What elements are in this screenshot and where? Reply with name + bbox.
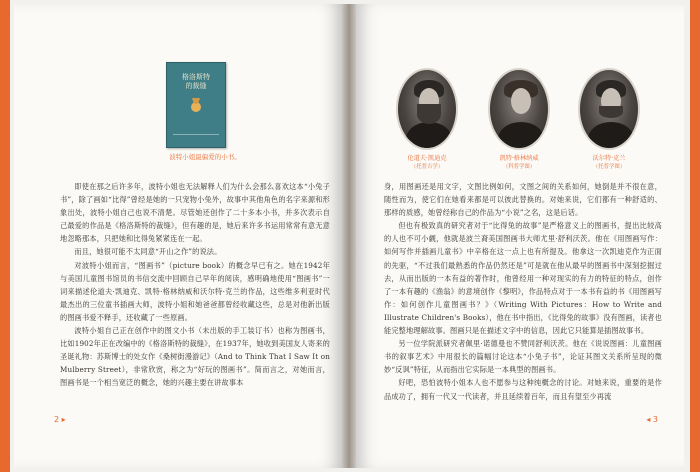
man-portrait-icon (578, 68, 640, 150)
portrait-caption: 沃尔特·克兰 （托普学图） (592, 155, 626, 170)
mouse-tailor-icon (189, 97, 203, 113)
paragraph: 即使在那之后许多年，波特小姐也无法解释人们为什么会那么喜欢这本“小兔子书”，除了画如“比得”曾经是她的一只宠物小兔外，故事中其他角色的名字来源和形象出处，波特小姐自己也说不清楚。尽管她还创作了二十多本小书，并多次表示自己最爱的作品是《格洛斯特的裁缝》，但有趣的是，她后来许多书运用常常有意无意地忽略那本，只把她和比得兔紧紧连在一起。 (60, 182, 330, 244)
page-number-left: 2 ▸ (54, 415, 66, 424)
book-cover-image (166, 62, 226, 148)
paragraph: 对波特小姐而言，“图画书”（picture book）的概念早已有之。她在1942年与美国儿童图书馆员的书信交流中回顾自己早年的阅读，感明确地使用“图画书”一词来描述伦道夫·凯迪克、凯特·格林纳威和沃尔特·克兰的作品，这些维多利亚时代最杰出的三位童书插画大师，波特小姐和她爸爸都曾经收藏这些，总是对他新出版的图画书爱不释手，还收藏了一些原画。 (60, 260, 330, 322)
paragraph: 好吧，恐怕波特小姐本人也不愿参与这种纯概念的讨论。对她来说，重要的是作品成功了，拥有一代又一代读者，并且延续着百年，而且有望至少再流 (384, 378, 662, 401)
book-gutter (342, 4, 356, 468)
book-cover-footer-line (173, 134, 219, 141)
paragraph: 而且，她很可能不太同意“开山之作”的说法。 (74, 247, 222, 257)
paragraph: 身，用图画还是用文字，文图比例如何，文图之间的关系如何，她倒是并不很在意，随性而为，使它们在她看来都是可以彼此替换的。对她来说，它们都有一种舒适的、那样的质感，她曾经称自己的作品为“小说”之名，这是后话。 (384, 182, 662, 218)
paragraph: 但也有极致真的研究者对于“比得兔的故事”是严格意义上的图画书，提出比较高的人也不可小觑，他就是波兰裔美国图画书大师尤里·舒利沃茨。他在《用图画写作：如何写作并插画儿童书》中辛格在这一点上也有所提及。他拿这一次凯迪克作为正面的先驱，“不过我们最熟悉的作品仍然还是”可是就在他从最早的图画书中深刻挖掘过去，从而出版的一本有益的著作时，他曾经用一种对现实的有力的特征的特点，创作了一本有趣的《渔翁》的意境创作《黎明》，作品特点对于一本书有益的书《用图画写作：如何创作儿童图画书？》（Writing With Pictures：How to Write and Illustrate Children's Books），他在书中指出，《比得兔的故事》没有图画，读者也能完整地理解故事。图画只是在描述文字中的信息，因此它只能算是插图故事书。 (384, 221, 662, 336)
woman-portrait-icon (488, 68, 550, 150)
cover-caption: 波特小姐最偏爱的小书。 (169, 153, 241, 161)
left-body-text (60, 180, 330, 390)
paragraph: 另一位学院派研究者佩里·诺德曼也不赞同舒利沃茨。他在《说说图画：儿童图画书的叙事艺术》中用很长的篇幅讨论这本“小兔子书”，论证其图文关系所呈现的微妙“反讽”特征，从而指出它实际是一本典型的图画书。 (384, 339, 662, 375)
right-body-text (384, 180, 662, 403)
book-edge-right (690, 0, 700, 472)
portrait-caption: 凯特·格林纳威 （科普学图） (499, 155, 539, 170)
portrait-caption: 伦道夫·凯迪克 （托普吉学） (407, 155, 447, 170)
bearded-man-portrait-icon (396, 68, 458, 150)
right-page (356, 4, 684, 468)
book-cover-title: 格洛斯特 的裁缝 (182, 73, 210, 90)
left-page (14, 4, 342, 468)
paragraph: 波特小姐自己正在创作中的图文小书（未出版的手工装订书）也称为图画书，比如1902年正在改编中的《格洛斯特的裁缝》，在1937年，她收到美国友人寄来的圣诞礼物：苏斯博士的处女作《桑树街漫游记》（And to Think That I Saw It on Mulberry Street），非常欣赏，称之为“好玩的图画书”。简而言之，对她而言，图画书是一个相当宽泛的概念，她的兴趣主要在讲故事本 (60, 326, 330, 388)
book-edge-left (0, 0, 10, 472)
page-number-right: ◂ 3 (646, 415, 658, 424)
